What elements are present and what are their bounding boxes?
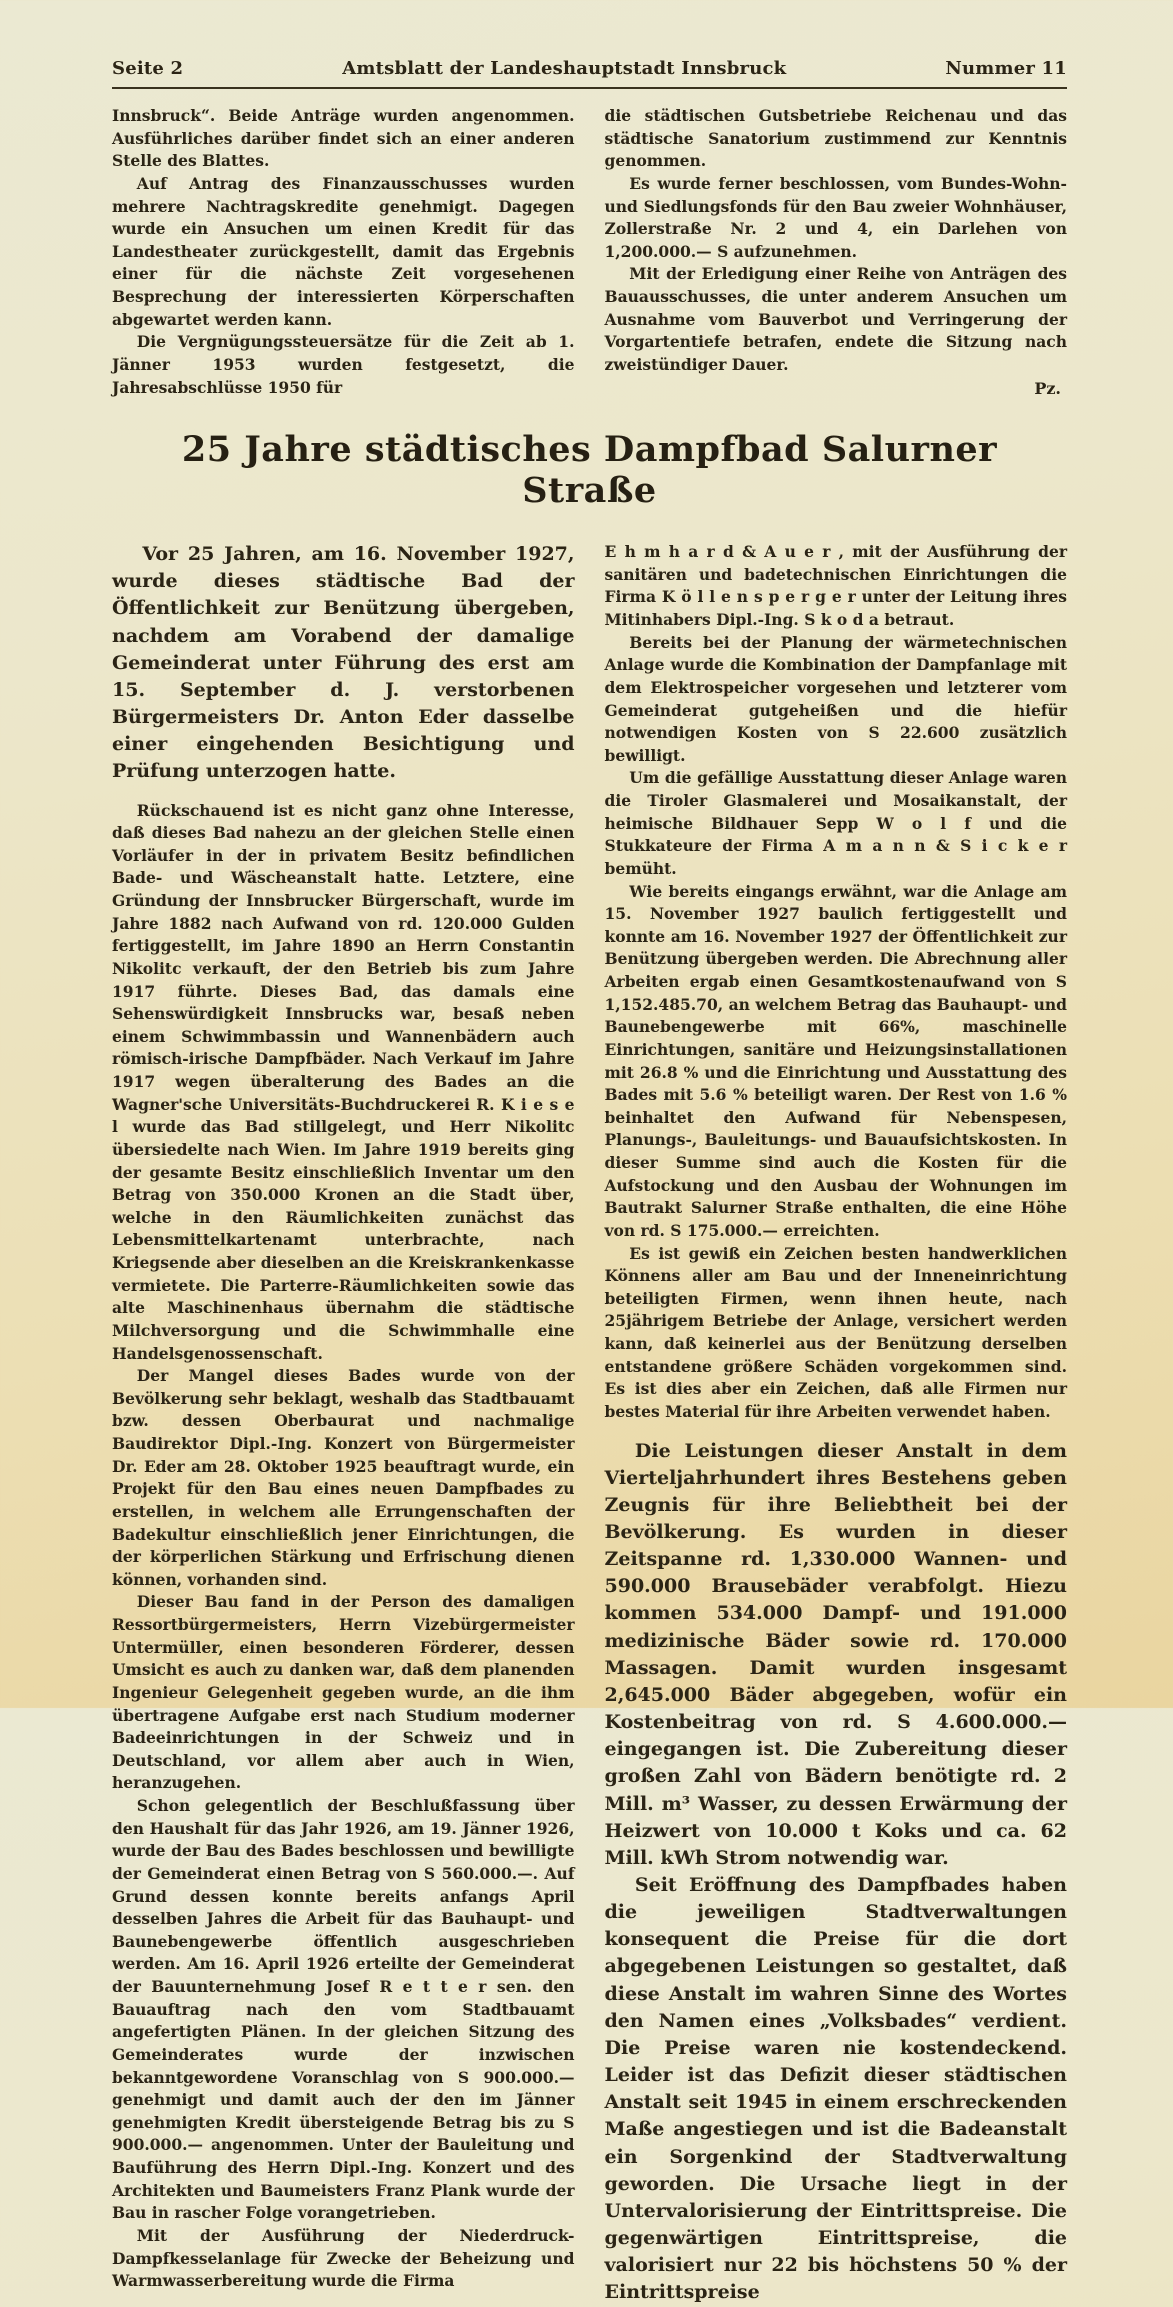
paragraph: Seit Eröffnung des Dampfbades haben die jeweiligen Stadtverwaltungen konsequent die Preise für die dort abgegebenen Leistungen so gestaltet, daß diese Anstalt im wahren Sinne des Wortes den Namen eines „Volksbades“ verdient. Die Preise waren nie kostendeckend. Leider ist das Defizit dieser städtischen Anstalt seit 1945 in einem erschreckenden Maße angestiegen und ist die Badeanstalt ein Sorgenkind der Stadtverwaltung geworden. Die Ursache liegt in der Untervalorisierung der Eintrittspreise. Die gegenwärtigen Eintrittspreise, die valorisiert nur 22 bis höchstens 50 % der Eintrittspreise [604, 1874, 1067, 2304]
article-left-paragraphs [112, 541, 575, 2293]
paragraph: Es ist gewiß ein Zeichen besten handwerklichen Könnens aller am Bau und der Inneneinrichtung beteiligten Firmen, wenn ihnen heute, nach 25jährigem Betriebe der Anlage, versichert werden kann, daß keinerlei aus der Benützung derselben entstandene größere Schäden vorgekommen sind. Es ist dies aber ein Zeichen, daß alle Firmen nur bestes Material für ihre Arbeiten verwendet haben. [604, 1243, 1067, 1421]
paragraph: E h m h a r d & A u e r , mit der Ausführung der sanitären und badetechnischen Einrichtungen die Firma K ö l l e n s p e r g e r unter der Leitung ihres Mitinhabers Dipl.-Ing. S k o d a betraut. [604, 542, 1067, 629]
paragraph: Dieser Bau fand in der Person des damaligen Ressortbürgermeisters, Herrn Vizebürgermeister Untermüller, einen besonderen Förderer, dessen Umsicht es auch zu danken war, daß dem planenden Ingenieur Gelegenheit gegeben wurde, an die ihm übertragene Aufgabe erst nach Studium moderner Badeeinrichtungen in der Schweiz und in Deutschland, vor allem aber auch in Wien, heranzugehen. [112, 1592, 575, 1793]
article-left-column [112, 541, 575, 2293]
top-section [112, 105, 1067, 399]
paragraph: Wie bereits eingangs erwähnt, war die Anlage am 15. November 1927 baulich fertiggestellt und konnte am 16. November 1927 der Öffentlichkeit zur Benützung übergeben werden. Die Abrechnung aller Arbeiten ergab einen Gesamtkostenaufwand von S 1,152.485.70, an welchem Betrag das Bauhaupt- und Baunebengewerbe mit 66%, maschinelle Einrichtungen, sanitäre und Heizungsinstallationen mit 26.8 % und die Einrichtung und Ausstattung des Bades mit 5.6 % beteiligt waren. Der Rest von 1.6 % beinhaltet den Aufwand für Nebenspesen, Planungs-, Bauleitungs- und Bauaufsichtskosten. In dieser Summe sind auch die Kosten für die Aufstockung und den Ausbau der Wohnungen im Bautrakt Salurner Straße enthalten, die eine Höhe von rd. S 175.000.— erreichten. [604, 881, 1067, 1240]
top-left-column [112, 105, 575, 399]
page-header [112, 58, 1067, 79]
paragraph: Der Mangel dieses Bades wurde von der Bevölkerung sehr beklagt, weshalb das Stadtbauamt bzw. dessen Oberbaurat und nachmalige Baudirektor Dipl.-Ing. Konzert von Bürgermeister Dr. Eder am 28. Oktober 1925 beauftragt wurde, ein Projekt für den Bau eines neuen Dampfbades zu erstellen, in welchem alle Errungenschaften der Badekultur einschließlich jener Einrichtungen, die der körperlichen Stärkung und Erfrischung dienen können, vorhanden sind. [112, 1366, 575, 1589]
paragraph: Bereits bei der Planung der wärmetechnischen Anlage wurde die Kombination der Dampfanlage mit dem Elektrospeicher vorgesehen und letzterer vom Gemeinderat gutgeheißen und die hiefür notwendigen Kosten von S 22.600 zusätzlich bewilligt. [604, 632, 1067, 765]
paragraph: Die Leistungen dieser Anstalt in dem Vierteljahrhundert ihres Bestehens geben Zeugnis für ihre Beliebtheit bei der Bevölkerung. Es wurden in dieser Zeitspanne rd. 1,330.000 Wannen- und 590.000 Brausebäder verabfolgt. Hiezu kommen 534.000 Dampf- und 191.000 medizinische Bäder sowie rd. 170.000 Massagen. Damit wurden insgesamt 2,645.000 Bäder abgegeben, wofür ein Kostenbeitrag von rd. S 4.600.000.— eingegangen ist. Die Zubereitung dieser großen Zahl von Bädern benötigte rd. 2 Mill. m³ Wasser, zu dessen Erwärmung der Heizwert von 10.000 t Koks und ca. 62 Mill. kWh Strom notwendig war. [604, 1439, 1067, 1869]
paragraph: Schon gelegentlich der Beschlußfassung über den Haushalt für das Jahr 1926, am 19. Jänner 1926, wurde der Bau des Bades beschlossen und bewilligte der Gemeinderat einen Betrag von S 560.000.—. Auf Grund dessen konnte bereits anfangs April desselben Jahres die Arbeit für das Bauhaupt- und Baunebengewerbe öffentlich ausgeschrieben werden. Am 16. April 1926 erteilte der Gemeinderat der Bauunternehmung Josef R e t t e r sen. den Bauauftrag nach den vom Stadtbauamt angefertigten Plänen. In der gleichen Sitzung des Gemeinderates wurde der inzwischen bekanntgewordene Voranschlag von S 900.000.— genehmigt und damit auch der den im Jänner genehmigten Kredit übersteigende Betrag bis zu S 900.000.— angenommen. Unter der Bauleitung und Bauführung des Herrn Dipl.-Ing. Konzert und des Architekten und Baumeisters Franz Plank wurde der Bau in rascher Folge vorangetrieben. [112, 1796, 575, 2223]
paragraph: Mit der Ausführung der Niederdruck-Dampfkesselanlage für Zwecke der Beheizung und Warmwasserbereitung wurde die Firma [112, 2225, 575, 2291]
paragraph: Um die gefällige Ausstattung dieser Anlage waren die Tiroler Glasmalerei und Mosaikanstalt, der heimische Bildhauer Sepp W o l f und die Stukkateure der Firma A m a n n & S i c k e r bemüht. [604, 768, 1067, 878]
header-rule [112, 87, 1067, 89]
page-number-label: Seite 2 [112, 58, 184, 79]
top-right-column [605, 105, 1068, 399]
top-left-paragraphs [112, 105, 575, 399]
paragraph: Die Vergnügungssteuersätze für die Zeit ab 1. Jänner 1953 wurden festgesetzt, die Jahresabschlüsse 1950 für [112, 332, 575, 397]
issue-number-label: Nummer 11 [945, 58, 1067, 79]
paragraph: Vor 25 Jahren, am 16. November 1927, wurde dieses städtische Bad der Öffentlichkeit zur Benützung übergeben, nachdem am Vorabend der damalige Gemeinderat unter Führung des erst am 15. September d. J. verstorbenen Bürgermeisters Dr. Anton Eder dasselbe einer eingehenden Besichtigung und Prüfung unterzogen hatte. [112, 543, 575, 783]
paragraph: Mit der Erledigung einer Reihe von Anträgen des Bauausschusses, die unter anderem Ansuchen um Ausnahme vom Bauverbot und Verringerung der Vorgartentiefe betrafen, endete die Sitzung nach zweistündiger Dauer. [604, 264, 1067, 374]
newspaper-title: Amtsblatt der Landeshauptstadt Innsbruck [342, 58, 787, 79]
paragraph: Auf Antrag des Finanzausschusses wurden mehrere Nachtragskredite genehmigt. Dagegen wurde ein Ansuchen um einen Kredit für das Landestheater zurückgestellt, damit das Ergebnis einer für die nächste Zeit vorgesehenen Besprechung der interessierten Körperschaften abgewartet werden kann. [112, 173, 575, 329]
paragraph: Innsbruck“. Beide Anträge wurden angenommen. Ausführliches darüber findet sich an einer anderen Stelle des Blattes. [112, 106, 575, 171]
article-right-column [605, 541, 1068, 2306]
article-right-paragraphs [605, 541, 1068, 2306]
paragraph: Rückschauend ist es nicht ganz ohne Interesse, daß dieses Bad nahezu an der gleichen Stelle einen Vorläufer in der in privatem Besitz befindlichen Bade- und Wäscheanstalt hatte. Letztere, eine Gründung der Innsbrucker Bürgerschaft, wurde im Jahre 1882 nach Aufwand von rd. 120.000 Gulden fertiggestellt, im Jahre 1890 an Herrn Constantin Nikolitc verkauft, der den Betrieb bis zum Jahre 1917 führte. Dieses Bad, das damals eine Sehenswürdigkeit Innsbrucks war, besaß neben einem Schwimmbassin und Wannenbädern auch römisch-irische Dampfbäder. Nach Verkauf im Jahre 1917 wegen überalterung des Bades an die Wagner'sche Universitäts-Buchdruckerei R. K i e s e l wurde das Bad stillgelegt, und Herr Nikolitc übersiedelte nach Wien. Im Jahre 1919 bereits ging der gesamte Besitz einschließlich Inventar um den Betrag von 350.000 Kronen an die Stadt über, welche in den Räumlichkeiten zunächst das Lebensmittelkartenamt unterbrachte, nach Kriegsende aber dieselben an die Kreiskrankenkasse vermietete. Die Parterre-Räumlichkeiten sowie das alte Maschinenhaus übernahm die städtische Milchversorgung und die Schwimmhalle eine Handelsgenossenschaft. [112, 800, 575, 1363]
top-right-paragraphs [605, 105, 1068, 377]
author-signature: Pz. [1034, 378, 1061, 398]
article-body [112, 541, 1067, 2306]
paragraph: die städtischen Gutsbetriebe Reichenau und das städtische Sanatorium zustimmend zur Kenntnis genommen. [604, 106, 1067, 171]
paragraph: Es wurde ferner beschlossen, vom Bundes-Wohn- und Siedlungsfonds für den Bau zweier Wohnhäuser, Zollerstraße Nr. 2 und 4, ein Darlehen von 1,200.000.— S aufzunehmen. [604, 173, 1067, 261]
article-headline: 25 Jahre städtisches Dampfbad Salurner Straße [181, 429, 998, 512]
